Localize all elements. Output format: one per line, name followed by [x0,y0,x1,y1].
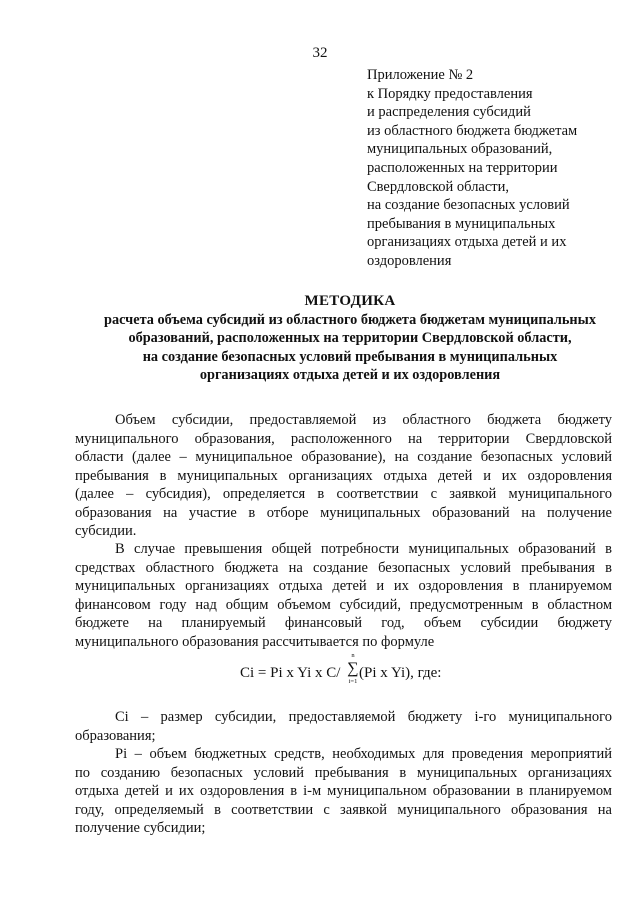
appendix-line: к Порядку предоставления [367,85,533,102]
heading-title: МЕТОДИКА [304,293,396,309]
appendix-line: пребывания в муниципальных [367,215,556,232]
appendix-line: из областного бюджета бюджетам [367,122,578,139]
paragraph-line: отдыха детей и их оздоровления в i-м муниципальном образовании в планируемом [75,783,612,799]
heading-line: образований, расположенных на территории Свердловской области, [128,330,572,346]
document-heading [60,292,640,385]
heading-line: организациях отдыха детей и их оздоровления [199,367,501,383]
sum-upper-limit: n [351,652,355,659]
formula-left: Ci = Pi x Yi x C/ [240,665,341,681]
paragraph-line: получение субсидии; [75,820,206,836]
sum-lower-limit: i=1 [348,678,358,685]
appendix-line: и распределения субсидий [367,104,531,121]
subsidy-formula [0,652,640,692]
appendix-line: на создание безопасных условий [367,197,570,214]
summation-symbol [346,652,360,686]
formula-right: (Pi x Yi), где: [359,665,442,681]
appendix-block [367,66,629,271]
paragraph-line: финансовом году над общим объемом субсидий, предусмотренным в областном [75,596,612,613]
paragraph-subsidy-volume [75,411,612,541]
paragraph-pi-definition [75,745,612,838]
appendix-line: оздоровления [367,252,452,269]
paragraph-line: пребывания в муниципальных организациях отдыха детей и их оздоровления [75,467,612,484]
paragraph-line: Pi – объем бюджетных средств, необходимых для проведения мероприятий [115,746,612,762]
paragraph-line: по созданию безопасных условий пребывания в муниципальных организациях [75,764,612,781]
paragraph-ci-definition [75,708,612,745]
paragraph-line: муниципального образования рассчитывается по формуле [75,633,435,650]
paragraph-excess-case [75,540,612,651]
paragraph-line: Ci – размер субсидии, предоставляемой бюджету i-го муниципального [115,709,612,725]
paragraph-line: бюджете на планируемый финансовый год, объем субсидии бюджету [75,615,612,631]
paragraph-line: Объем субсидии, предоставляемой из областного бюджета бюджету [115,412,612,428]
page-number: 32 [312,45,328,61]
paragraph-line: муниципального образования, расположенного на территории Свердловской [75,430,612,447]
paragraph-line: образования на участие в отборе муниципальных образований на получение [75,504,612,521]
paragraph-line: В случае превышения общей потребности муниципальных образований в [115,541,612,557]
paragraph-line: образования; [75,727,156,744]
heading-line: на создание безопасных условий пребывания в муниципальных [142,348,558,365]
appendix-line: муниципальных образований, [367,141,553,158]
appendix-line: организациях отдыха детей и их [367,234,567,251]
sigma-icon: ∑ [347,660,359,677]
heading-line: расчета объема субсидий из областного бюджета бюджетам муниципальных [104,311,596,328]
paragraph-line: году, определяемый в соответствии с заявкой муниципального образования на [75,801,612,818]
paragraph-line: субсидии. [75,523,137,539]
appendix-line: расположенных на территории [367,159,558,176]
paragraph-line: муниципальных организациях отдыха детей и их оздоровления в планируемом [75,578,612,594]
paragraph-line: области (далее – муниципальное образование), на создание безопасных условий [75,449,612,465]
paragraph-line: (далее – субсидия), определяется в соответствии с заявкой муниципального [75,486,612,502]
appendix-line: Свердловской области, [367,178,510,195]
appendix-line: Приложение № 2 [367,67,474,83]
paragraph-line: средствах областного бюджета на создание безопасных условий пребывания в [75,559,612,576]
